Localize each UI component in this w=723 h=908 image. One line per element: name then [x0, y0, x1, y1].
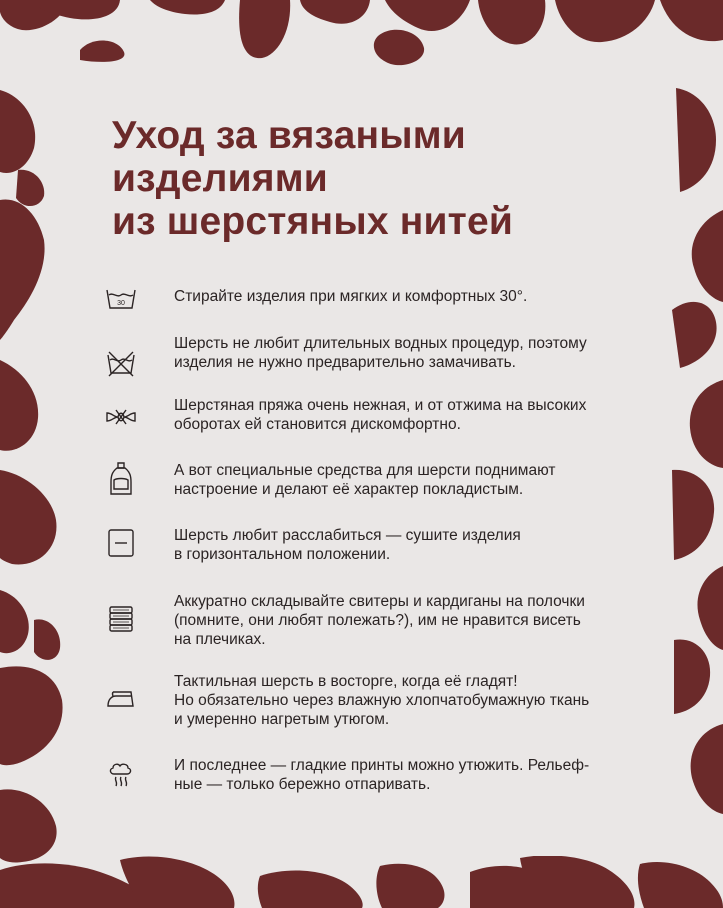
detergent-bottle-icon	[104, 460, 138, 498]
folded-stack-icon	[104, 602, 138, 636]
care-item-text: Шерсть любит расслабиться — сушите изделия в горизонтальном положении.	[174, 527, 521, 563]
care-item-text: И последнее — гладкие принты можно утюжить. Рельеф- ные — только бережно отпаривать.	[174, 757, 590, 793]
do-not-soak-icon	[104, 346, 138, 380]
page-title	[112, 114, 592, 243]
care-item-text: Тактильная шерсть в восторге, когда её гладят! Но обязательно через влажную хлопчатобумажную ткань и умеренно нагретым утюгом.	[174, 673, 590, 728]
title-line-3: из шерстяных нитей	[112, 200, 514, 243]
wash-temp-label: 30	[117, 300, 125, 307]
care-item-text: А вот специальные средства для шерсти поднимают настроение и делают её характер покладистым.	[174, 462, 556, 498]
iron-icon	[104, 682, 138, 716]
wash-30-icon	[104, 282, 138, 316]
title-line-1: Уход за вязаными	[112, 114, 466, 157]
title-line-2: изделиями	[112, 157, 328, 200]
care-item-text: Шерстяная пряжа очень нежная, и от отжима на высоких оборотах ей становится дискомфортно.	[174, 397, 587, 433]
steam-icon	[104, 758, 138, 792]
do-not-wring-icon	[104, 400, 138, 434]
care-item-text: Шерсть не любит длительных водных процедур, поэтому изделия не нужно предварительно замачивать.	[174, 335, 587, 371]
care-item-text: Аккуратно складывайте свитеры и кардиганы на полочки (помните, они любят полежать?), им не нравится висеть на плечиках.	[174, 593, 585, 648]
care-item-text: Стирайте изделия при мягких и комфортных 30°.	[174, 288, 528, 305]
dry-flat-icon	[104, 526, 138, 560]
